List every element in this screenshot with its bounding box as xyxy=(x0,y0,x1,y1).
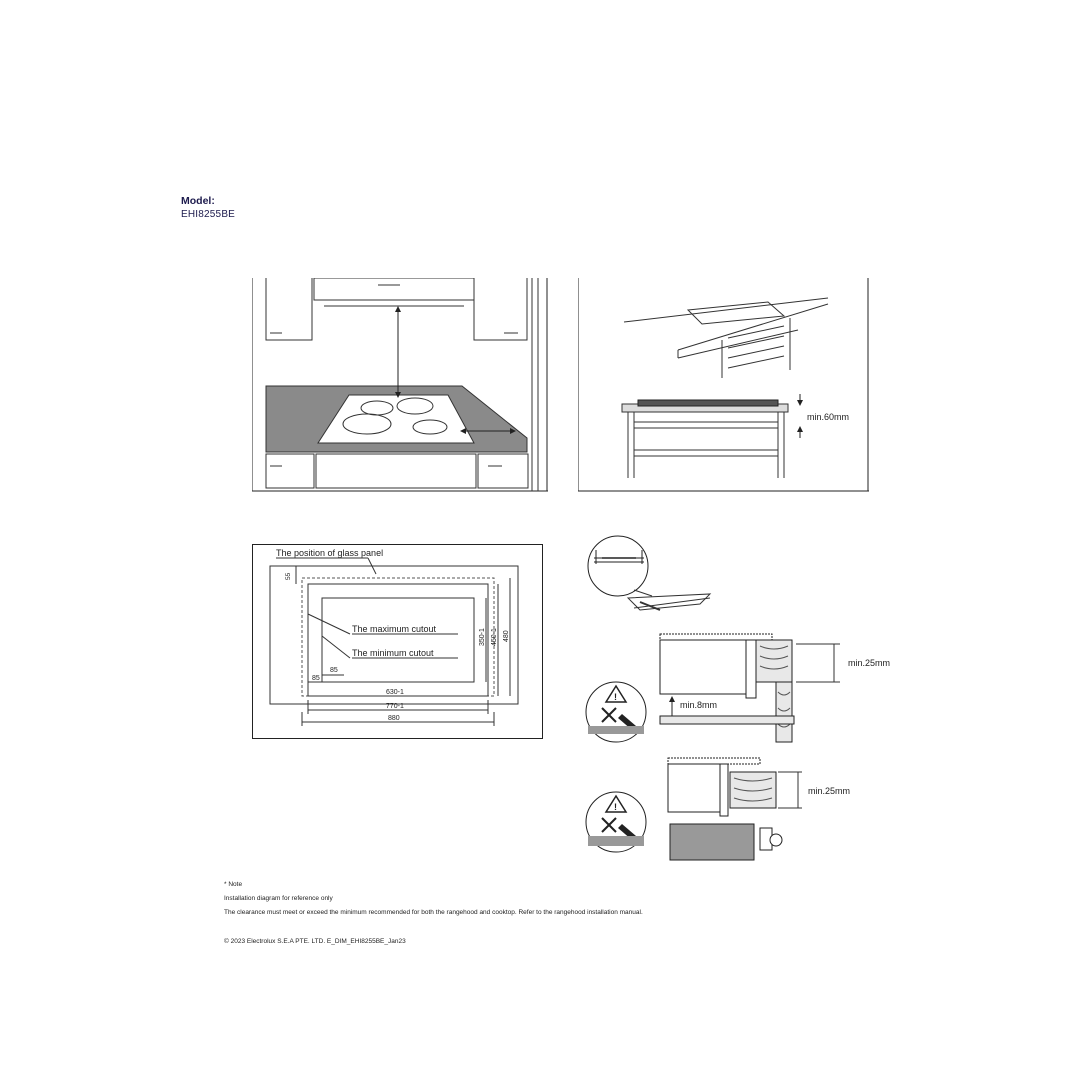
dim-85-a: 85 xyxy=(330,667,338,674)
warning-icon-2: ! xyxy=(614,802,617,812)
glass-panel-label: The position of glass panel xyxy=(276,548,384,558)
installation-details-diagram xyxy=(580,522,910,862)
dim-350: 350-1 xyxy=(479,628,486,646)
notes-section xyxy=(224,878,643,920)
dim-770: 770-1 xyxy=(386,703,404,710)
dim-55: 55 xyxy=(285,572,292,580)
min-cutout-label: The minimum cutout xyxy=(352,648,434,658)
side-view-clearance-diagram xyxy=(578,278,870,492)
min-25mm-label-top: min.25mm xyxy=(848,658,891,668)
kitchen-installation-diagram xyxy=(252,278,548,492)
min-25mm-label-bottom: min.25mm xyxy=(808,786,851,796)
max-cutout-label: The maximum cutout xyxy=(352,624,437,634)
dim-450: 450-1 xyxy=(491,628,498,646)
dim-630: 630-1 xyxy=(386,689,404,696)
dim-880: 880 xyxy=(388,715,400,722)
model-label: Model: xyxy=(181,195,215,207)
min-8mm-label: min.8mm xyxy=(680,700,718,710)
dim-85-b: 85 xyxy=(312,675,320,682)
dim-480: 480 xyxy=(503,630,510,642)
cutout-dimensions-diagram xyxy=(252,544,544,740)
note-line-2: The clearance must meet or exceed the minimum recommended for both the rangehood and cooktop. Refer to the rangehood installation manual. xyxy=(224,909,643,916)
model-number: EHI8255BE xyxy=(181,209,236,220)
note-line-1: Installation diagram for reference only xyxy=(224,895,333,902)
warning-icon-1: ! xyxy=(614,692,617,702)
copyright: © 2023 Electrolux S.E.A PTE. LTD. E_DIM_EHI8255BE_Jan23 xyxy=(224,938,406,945)
min-60mm-label: min.60mm xyxy=(807,412,850,422)
note-heading: * Note xyxy=(224,881,243,888)
